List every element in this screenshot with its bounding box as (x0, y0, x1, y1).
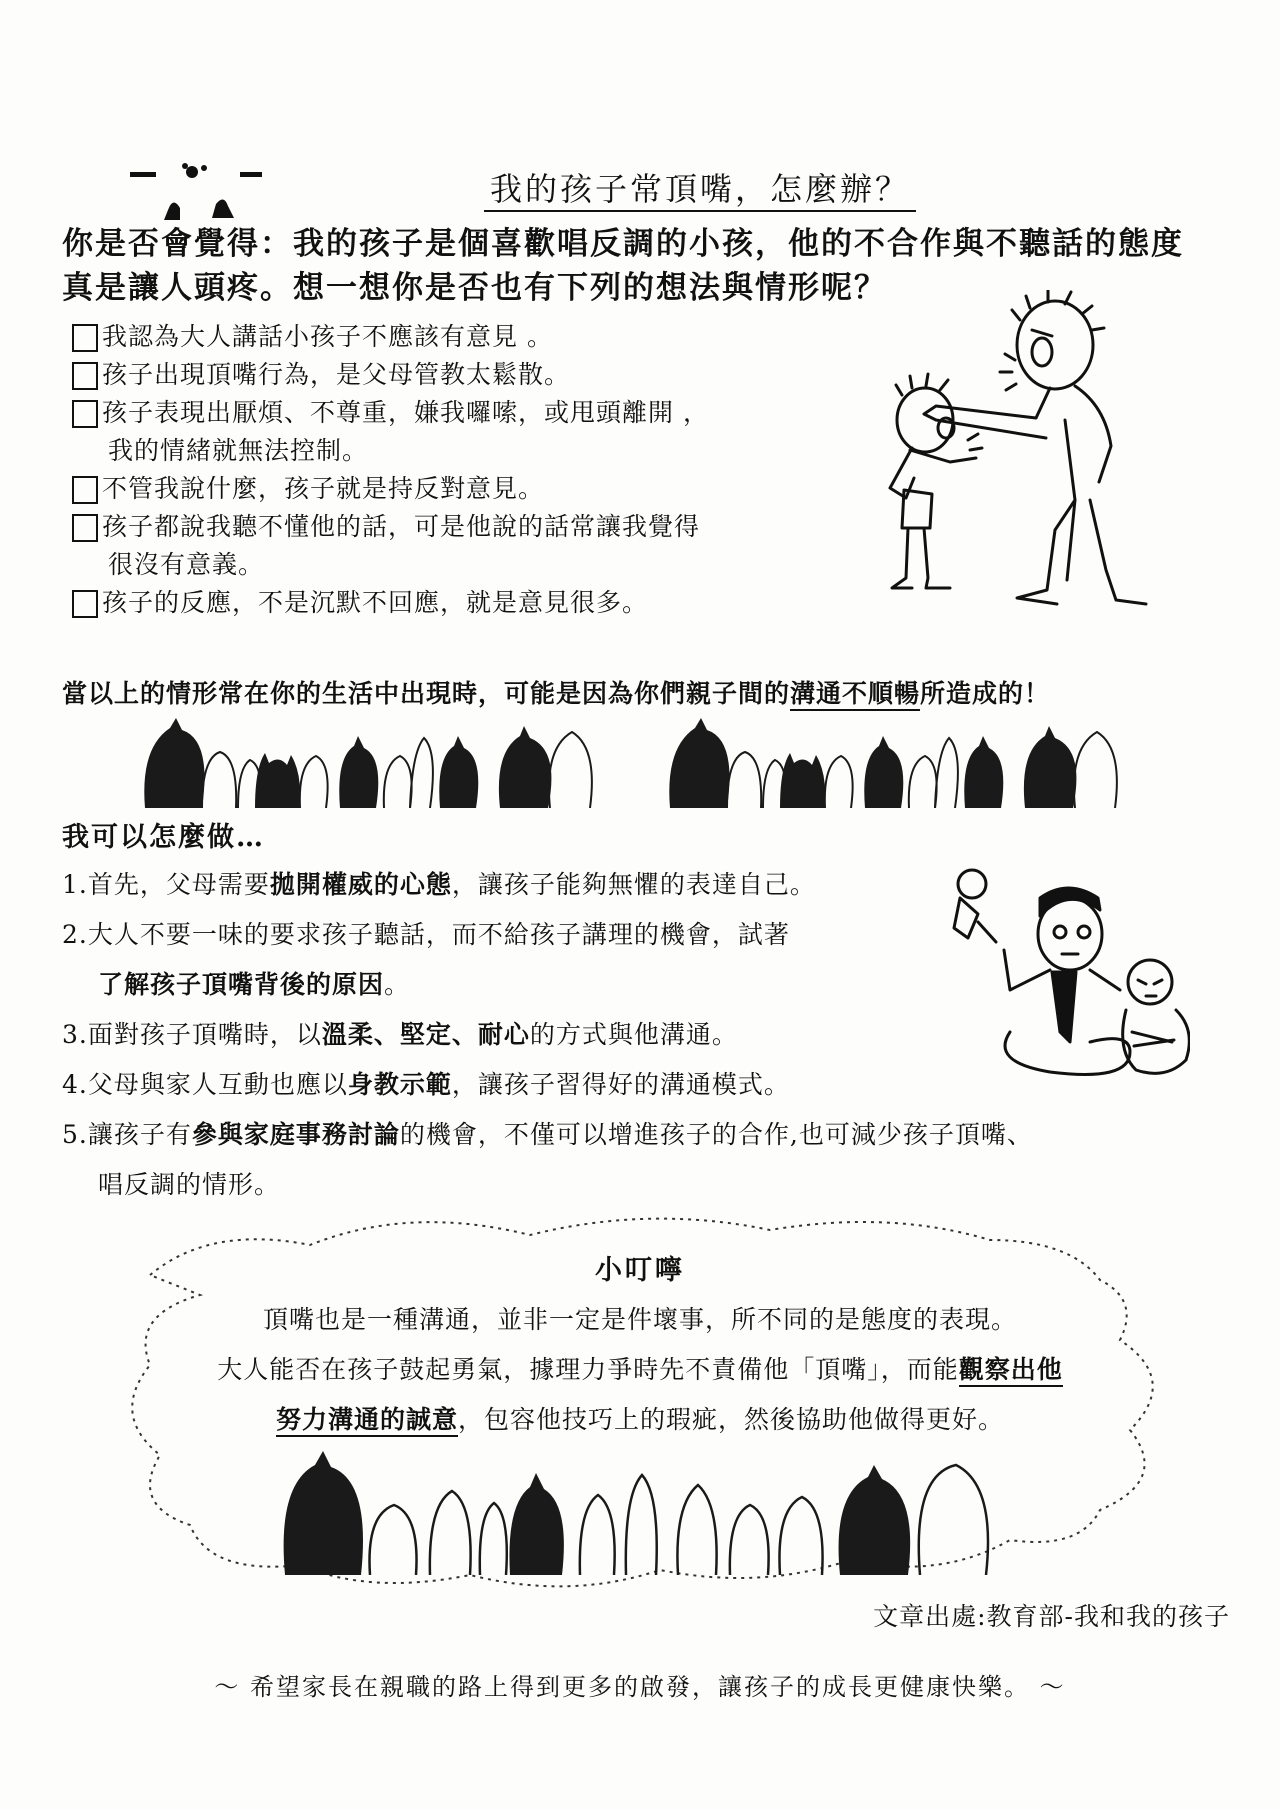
emphasis-line (62, 674, 1242, 710)
checklist-item-text: 孩子的反應，不是沉默不回應，就是意見很多。 (102, 588, 649, 617)
intro-line: 真是讓人頭疼。想一想你是否也有下列的想法與情形呢？ (62, 270, 887, 306)
step-text: 。 (384, 970, 411, 999)
step-text: ，讓孩子能夠無懼的表達自己。 (451, 870, 816, 899)
checklist (72, 318, 852, 622)
step-emphasis: 身教示範 (347, 1070, 452, 1099)
checklist-item-text: 孩子表現出厭煩、不尊重，嫌我囉嗦，或甩頭離開 ， (102, 398, 709, 427)
checkbox[interactable] (72, 362, 98, 390)
checklist-item (72, 584, 852, 622)
step-continuation: 唱反調的情形。 (98, 1170, 281, 1199)
checklist-item (72, 394, 852, 432)
emphasis-text: 當以上的情形常在你的生活中出現時，可能是因為你們親子間的 (62, 679, 791, 708)
checklist-item-continuation: 我的情緒就無法控制。 (108, 436, 369, 465)
cats-row-illustration (280, 1445, 1000, 1575)
parent-scolding-child-illustration (850, 290, 1170, 620)
cats-row-illustration (140, 718, 620, 808)
tip-emphasis: 觀察出他 (959, 1355, 1063, 1387)
intro-line: 你是否會覺得：我的孩子是個喜歡唱反調的小孩，他的不合作與不聽話的態度 (62, 226, 1184, 262)
footer-message: ～ 希望家長在親職的路上得到更多的啟發，讓孩子的成長更健康快樂。 ～ (214, 1673, 1066, 1701)
section-heading: 我可以怎麼做… (62, 822, 265, 853)
tip-paragraph (100, 1295, 1180, 1445)
step-text: 4.父母與家人互動也應以 (62, 1070, 348, 1099)
checkbox[interactable] (72, 400, 98, 428)
checklist-item (72, 318, 852, 356)
tip-text: ，包容他技巧上的瑕疵，然後協助他做得更好。 (458, 1405, 1005, 1434)
step-text: ，讓孩子習得好的溝通模式。 (451, 1070, 790, 1099)
tip-line (100, 1345, 1180, 1395)
checkbox[interactable] (72, 590, 98, 618)
checkbox[interactable] (72, 324, 98, 352)
checkbox[interactable] (72, 514, 98, 542)
checklist-item (72, 508, 852, 546)
step-emphasis: 拋開權威的心態 (269, 870, 452, 899)
checklist-item-text: 孩子都說我聽不懂他的話，可是他說的話常讓我覺得 (102, 512, 701, 541)
page-title: 我的孩子常頂嘴，怎麼辦？ (0, 164, 1280, 210)
step-item (62, 1110, 1242, 1160)
emphasis-text: 所造成的！ (920, 679, 1051, 708)
checklist-item-continuation: 很沒有意義。 (108, 550, 265, 579)
tip-title: 小叮嚀 (595, 1255, 685, 1286)
tip-emphasis: 努力溝通的誠意 (276, 1405, 458, 1437)
step-emphasis: 參與家庭事務討論 (191, 1120, 400, 1149)
checklist-item-text: 不管我說什麼，孩子就是持反對意見。 (102, 474, 545, 503)
source-citation: 文章出處:教育部-我和我的孩子 (873, 1602, 1230, 1631)
step-text: 2.大人不要一味的要求孩子聽話，而不給孩子講理的機會，試著 (62, 920, 790, 949)
step-text: 5.讓孩子有 (62, 1120, 192, 1149)
checkbox[interactable] (72, 476, 98, 504)
step-emphasis: 溫柔、堅定、耐心 (321, 1020, 530, 1049)
step-text: 3.面對孩子頂嘴時，以 (62, 1020, 322, 1049)
tip-line (100, 1395, 1180, 1445)
tip-line: 頂嘴也是一種溝通，並非一定是件壞事，所不同的是態度的表現。 (262, 1305, 1017, 1334)
checklist-item (72, 356, 852, 394)
checklist-item (72, 470, 852, 508)
step-text: 1.首先，父母需要 (62, 870, 270, 899)
cats-row-illustration (665, 718, 1145, 808)
parent-and-child-sitting-illustration (950, 862, 1190, 1090)
step-emphasis: 了解孩子頂嘴背後的原因 (98, 970, 385, 999)
checklist-item-text: 孩子出現頂嘴行為，是父母管教太鬆散。 (102, 360, 571, 389)
tip-text: 大人能否在孩子鼓起勇氣，據理力爭時先不責備他「頂嘴」，而能 (217, 1355, 959, 1384)
emphasis-underlined: 溝通不順暢 (790, 679, 920, 711)
step-text: 的方式與他溝通。 (529, 1020, 738, 1049)
step-text: 的機會，不僅可以增進孩子的合作,也可減少孩子頂嘴、 (399, 1120, 1033, 1149)
checklist-item-text: 我認為大人講話小孩子不應該有意見 。 (102, 322, 553, 351)
